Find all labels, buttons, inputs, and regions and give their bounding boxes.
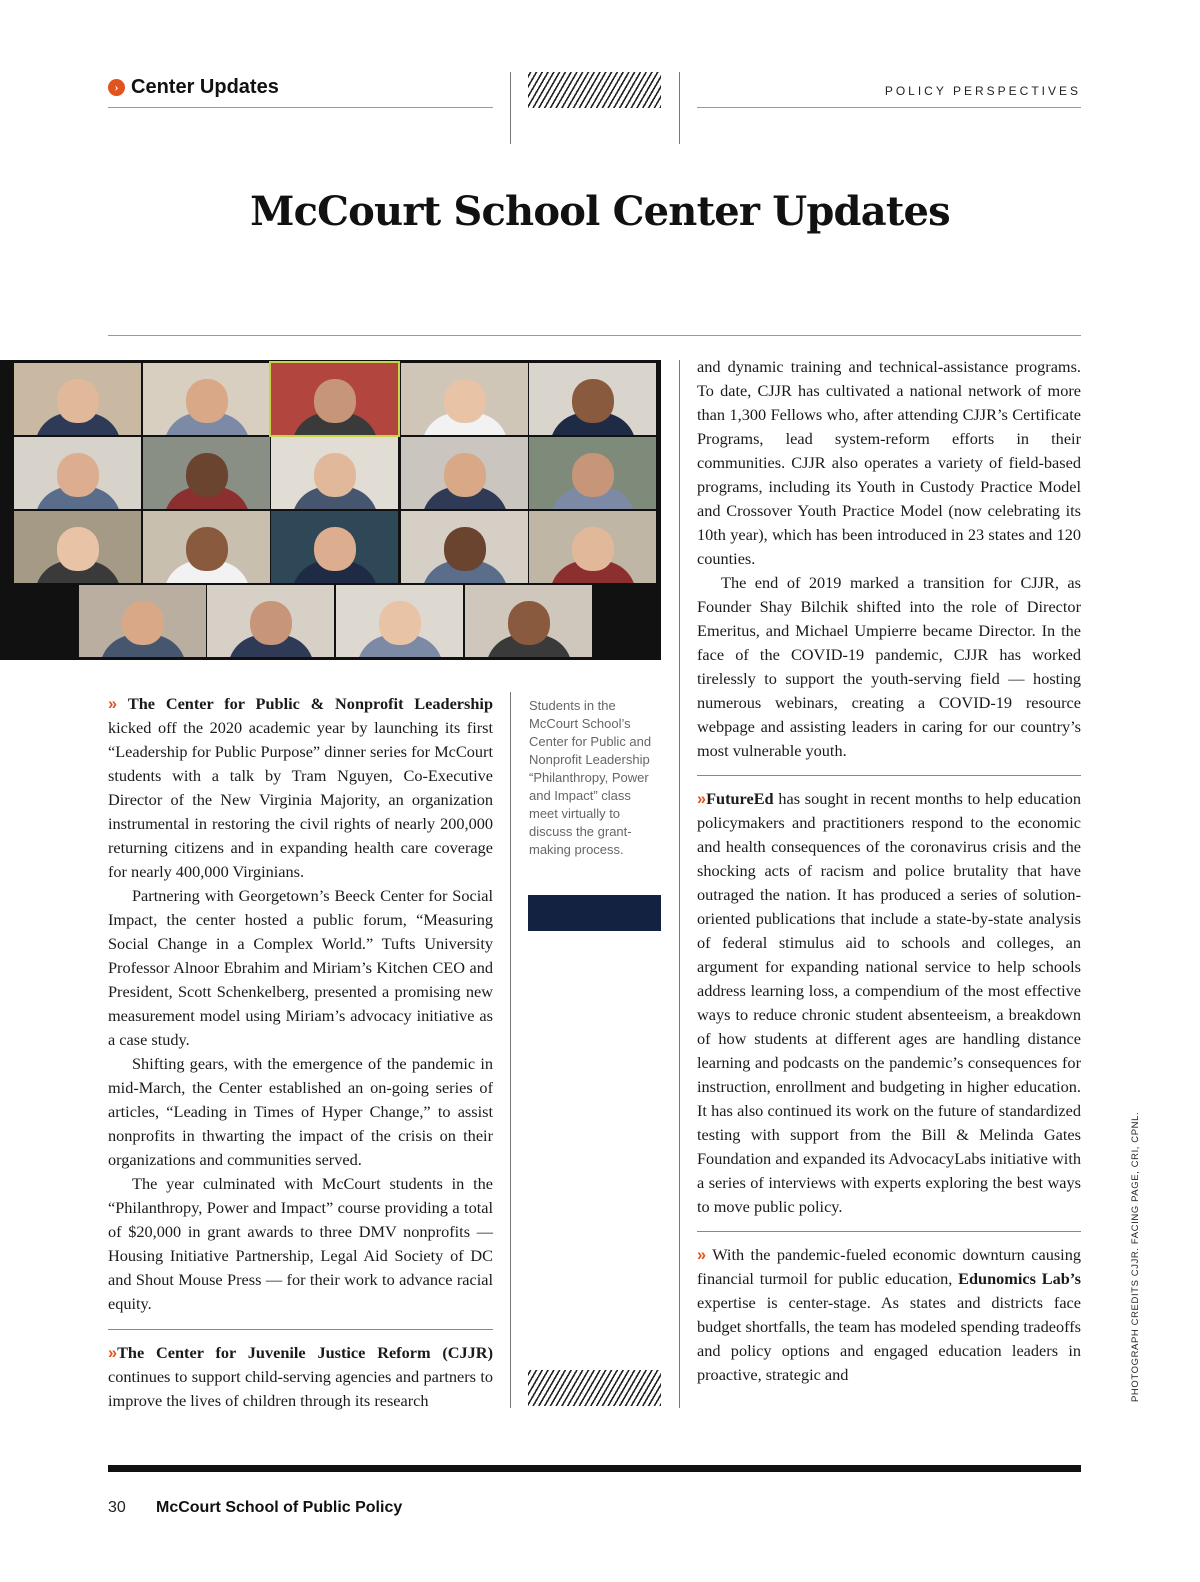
page-number: 30	[108, 1499, 126, 1516]
participant-face	[444, 527, 486, 571]
participant-tile	[143, 437, 270, 509]
header-divider-right	[679, 72, 680, 144]
participant-face	[186, 527, 228, 571]
participant-tile	[271, 437, 398, 509]
participant-tile	[14, 363, 141, 435]
column-divider-left	[510, 692, 511, 1408]
text-futureed: has sought in recent months to help education policymakers and practitioners respond to the economic and health consequences of the coronavirus crisis and the shocking acts of racism and police brutality that have outraged the nation. It has produced a series of solution-oriented publications that include a state-by-state analysis of federal stimulus aid to schools and colleges, an argument for expanding national service to help schools address learning loss, a compendium of the most effective ways to reduce chronic student absenteeism, a breakdown of how students at different ages are handling distance learning and podcasts on the pandemic’s consequences for instruction, enrollment and budgeting in higher education. It has also continued its work on the future of standardized testing with support from the Bill & Melinda Gates Foundation and expanded its AdvocacyLabs initiative with a series of interviews with experts exploring the best ways to move public policy.	[697, 789, 1081, 1216]
left-column	[108, 692, 493, 1413]
lead-cjjr: The Center for Juvenile Justice Reform (CJJR)	[117, 1343, 493, 1362]
participant-tile	[271, 511, 398, 583]
participant-face	[572, 453, 614, 497]
title-rule	[108, 335, 1081, 336]
participant-face	[57, 527, 99, 571]
paragraph-cjjr-continued: and dynamic training and technical-assistance programs. To date, CJJR has cultivated a national network of more than 1,300 Fellows who, after attending CJJR’s Certificate Programs, lead system-reform efforts in their communities. CJJR also operates a variety of field-based programs, including its Youth in Custody Practice Model and Crossover Youth Practice Model (now celebrating its 10th year), which has been introduced in 23 states and 120 counties.	[697, 357, 1081, 568]
participant-tile	[529, 511, 656, 583]
kicker: POLICY PERSPECTIVES	[884, 84, 1081, 98]
participant-tile	[143, 511, 270, 583]
participant-tile	[529, 363, 656, 435]
participant-tile	[401, 437, 528, 509]
participant-tile	[401, 511, 528, 583]
section-tag	[108, 76, 279, 99]
participant-face	[444, 379, 486, 423]
header-rule-right	[697, 107, 1081, 108]
participant-face	[444, 453, 486, 497]
publication-name: McCourt School of Public Policy	[156, 1499, 403, 1516]
participant-tile	[14, 437, 141, 509]
text-edunomics: expertise is center-stage. As states and districts face budget shortfalls, the team has modeled spending tradeoffs and policy options and engaged education leaders in proactive, strategic and	[697, 1293, 1081, 1384]
lead-edunomics: Edunomics Lab’s	[958, 1269, 1082, 1288]
header-rule-left	[108, 107, 493, 108]
participant-tile	[143, 363, 270, 435]
navy-block	[528, 895, 661, 931]
section-label: Center Updates	[131, 76, 279, 98]
chevron-icon: »	[108, 695, 118, 713]
participant-face	[314, 527, 356, 571]
participant-face	[122, 601, 164, 645]
hatch-pattern-footer	[528, 1370, 661, 1406]
paragraph-hyper-change: Shifting gears, with the emergence of the pandemic in mid-March, the Center established an on-going series of articles, “Leading in Times of Hyper Change,” to assist nonprofits in thwarting the impact of the crisis on their organizations and communities served.	[108, 1054, 493, 1169]
hatch-pattern-header	[528, 72, 661, 108]
paragraph-futureed	[697, 787, 1081, 1219]
paragraph-grants: The year culminated with McCourt students in the “Philanthropy, Power and Impact” course providing a total of $20,000 in grant awards to three DMV nonprofits — Housing Initiative Partnership, Legal Aid Society of DC and Shout Mouse Press — for their work to advance racial equity.	[108, 1174, 493, 1313]
participant-tile	[14, 511, 141, 583]
participant-tile	[401, 363, 528, 435]
orange-chevron-right-icon: ›	[108, 79, 125, 96]
photo-caption: Students in the McCourt School’s Center for Public and Nonprofit Leadership “Philanthropy, Power and Impact” class meet virtually to discuss the grant-making process.	[529, 698, 652, 857]
paragraph-cpnl	[108, 692, 493, 884]
video-conference-photo	[0, 360, 661, 660]
chevron-icon: »	[697, 1246, 707, 1264]
section-rule	[108, 1329, 493, 1330]
column-divider-right	[679, 360, 680, 1408]
participant-face	[57, 453, 99, 497]
participant-face	[186, 453, 228, 497]
participant-face	[508, 601, 550, 645]
text-cjjr: continues to support child-serving agencies and partners to improve the lives of children through its research	[108, 1367, 493, 1410]
paragraph-beeck: Partnering with Georgetown’s Beeck Center for Social Impact, the center hosted a public forum, “Measuring Social Change in a Complex World.” Tufts University Professor Alnoor Ebrahim and Miriam’s Kitchen CEO and President, Scott Schenkelberg, presented a promising new measurement model using Miriam’s advocacy initiative as a case study.	[108, 886, 493, 1049]
paragraph-edunomics	[697, 1243, 1081, 1387]
text-edunomics-pre: With the pandemic-fueled economic downturn causing financial turmoil for public education,	[697, 1245, 1081, 1288]
participant-tile	[336, 585, 463, 657]
header-divider-left	[510, 72, 511, 144]
paragraph-cjjr-transition: The end of 2019 marked a transition for CJJR, as Founder Shay Bilchik shifted into the role of Director Emeritus, and Michael Umpierre became Director. In the face of the COVID-19 pandemic, CJJR has worked tirelessly to support the youth-serving field — hosting numerous webinars, creating a COVID-19 resource webpage and assisting leaders in caring for our country’s most vulnerable youth.	[697, 573, 1081, 760]
participant-face	[57, 379, 99, 423]
text-cpnl: kicked off the 2020 academic year by launching its first “Leadership for Public Purpose” dinner series for McCourt students with a talk by Tram Nguyen, Co-Executive Director of the New Virginia Majority, an organization instrumental in restoring the civil rights of nearly 200,000 returning citizens and in expanding health care coverage for nearly 400,000 Virginians.	[108, 718, 493, 881]
participant-tile	[207, 585, 334, 657]
paragraph-cjjr	[108, 1341, 493, 1413]
page-title: McCourt School Center Updates	[250, 188, 950, 235]
participant-tile	[465, 585, 592, 657]
participant-face	[186, 379, 228, 423]
participant-face	[314, 453, 356, 497]
footer-bar	[108, 1465, 1081, 1472]
participant-face	[250, 601, 292, 645]
participant-face	[572, 379, 614, 423]
participant-tile	[79, 585, 206, 657]
chevron-icon: »	[108, 1344, 118, 1362]
participant-tile	[529, 437, 656, 509]
participant-face	[572, 527, 614, 571]
lead-cpnl: The Center for Public & Nonprofit Leadership	[127, 694, 493, 713]
chevron-icon: »	[697, 790, 707, 808]
right-column	[697, 355, 1081, 1387]
lead-futureed: FutureEd	[706, 789, 774, 808]
participant-tile	[271, 363, 398, 435]
photo-credits: PHOTOGRAPH CREDITS CJJR. FACING PAGE, CRI, CPNL.	[1130, 1111, 1141, 1402]
participant-face	[314, 379, 356, 423]
section-rule	[697, 1231, 1081, 1232]
participant-face	[379, 601, 421, 645]
section-rule	[697, 775, 1081, 776]
